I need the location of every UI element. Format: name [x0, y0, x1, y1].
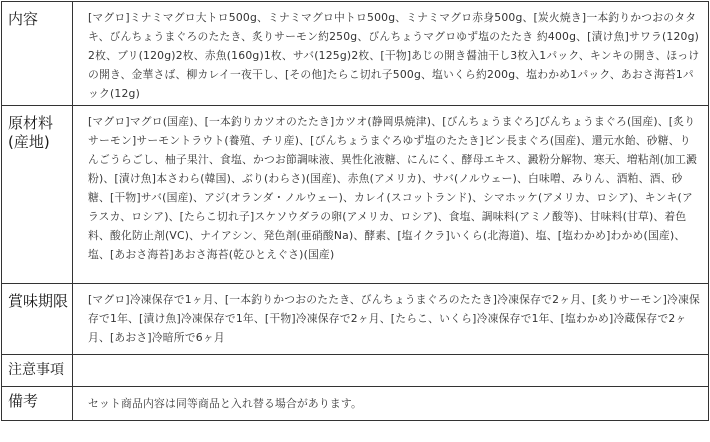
- row-label-contents: [2, 2, 73, 106]
- row-label-subtext: (産地): [8, 133, 50, 151]
- row-value-remarks: セット商品内容は同等商品と入れ替る場合があります。: [73, 387, 709, 421]
- row-value-best-before: [マグロ]冷凍保存で1ヶ月、[一本釣りかつおのたたき、びんちょうまぐろのたたき]冷凍保存で2ヶ月、[炙りサーモン]冷凍保存で1年、[漬け魚]冷凍保存で1年、[干物]冷凍保存で2ヶ月、[たらこ、いくら]冷凍保存で1年、[塩わかめ]冷蔵保存で2ヶ月、[あおさ]冷暗所で6ヶ月: [73, 284, 709, 355]
- row-label-ingredients: [2, 106, 73, 284]
- row-notes: [2, 355, 709, 387]
- row-label-text: 内容: [8, 10, 39, 28]
- product-spec-table: [1, 1, 709, 421]
- row-label-notes: [2, 355, 73, 387]
- row-label-text: 備考: [8, 392, 39, 410]
- row-label-text: 原材料: [8, 114, 54, 132]
- row-best-before: [2, 284, 709, 355]
- row-value-contents: [マグロ]ミナミマグロ大トロ500g、ミナミマグロ中トロ500g、ミナミマグロ赤身500g、[炭火焼き]一本釣りかつおのタタキ、びんちょうまぐろのたたき、炙りサーモン約250g、びんちょうマグロゆず塩のたたき 約400g、[漬け魚]サワラ(120g)2枚、ブリ(120g)2枚、赤魚(160g)1枚、サバ(125g)2枚、[干物]あじの開き醤油干し3枚入1パック、キンキの開き、ほっけの開き、金華さば、柳カレイ一夜干し、[その他]たらこ切れ子500g、塩いくら約200g、塩わかめ1パック、あおさ海苔1パック(12g): [73, 2, 709, 106]
- row-label-text: 注意事項: [8, 362, 64, 378]
- row-label-best-before: [2, 284, 73, 355]
- row-label-text: 賞味期限: [8, 292, 69, 310]
- row-contents: [2, 2, 709, 106]
- row-remarks: [2, 387, 709, 421]
- row-value-ingredients: [マグロ]マグロ(国産)、[一本釣りカツオのたたき]カツオ(静岡県焼津)、[びんちょうまぐろ]びんちょうまぐろ(国産)、[炙りサーモン]サーモントラウト(養殖、チリ産)、[びんちょうまぐろゆず塩のたたき]ビン長まぐろ(国産)、還元水飴、砂糖、りんごうらごし、柚子果汁、食塩、かつお節調味液、異性化液糖、にんにく、酵母エキス、澱粉分解物、寒天、増粘剤(加工澱粉)、[漬け魚]本さわら(韓国)、ぶり(わらさ)(国産)、赤魚(アメリカ)、サバ(ノルウェー)、白味噌、みりん、酒粕、酒、砂糖、[干物]サバ(国産)、アジ(オランダ・ノルウェー)、カレイ(スコットランド)、シマホッケ(アメリカ、ロシア)、キンキ(アラスカ、ロシア)、[たらこ切れ子]スケソウダラの卵(アメリカ、ロシア)、食塩、調味料(アミノ酸等)、甘味料(甘草)、着色料、酸化防止剤(VC)、ナイアシン、発色剤(亜硝酸Na)、酵素、[塩イクラ]いくら(北海道)、塩、[塩わかめ]わかめ(国産)、塩、[あおさ海苔]あおさ海苔(乾ひとえぐさ)(国産): [73, 106, 709, 284]
- row-label-remarks: [2, 387, 73, 421]
- row-ingredients: [2, 106, 709, 284]
- row-value-notes: [73, 355, 709, 387]
